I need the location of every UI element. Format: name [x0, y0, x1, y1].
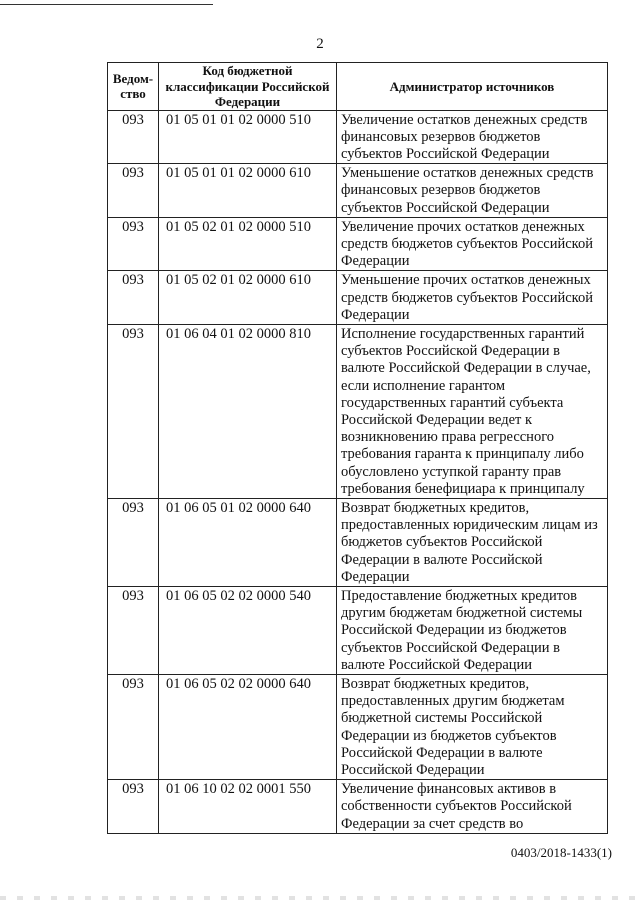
budget-code-cell: 01 06 05 02 02 0000 640 [159, 675, 337, 780]
header-administrator: Администратор источников [337, 63, 608, 111]
budget-code-cell: 01 06 05 01 02 0000 640 [159, 498, 337, 586]
department-cell: 093 [108, 780, 159, 834]
administrator-cell: Возврат бюджетных кредитов, предоставленных юридическим лицам из бюджетов субъектов Российской Федерации в валюте Российской Федерации [337, 498, 608, 586]
table-header-row [108, 63, 608, 111]
department-cell: 093 [108, 586, 159, 674]
table-row [108, 324, 608, 498]
table-row [108, 271, 608, 325]
department-cell: 093 [108, 675, 159, 780]
budget-source-table [107, 62, 608, 834]
budget-code-cell: 01 06 05 02 02 0000 540 [159, 586, 337, 674]
document-id: 0403/2018-1433(1) [510, 845, 612, 860]
table-row [108, 110, 608, 164]
administrator-cell: Возврат бюджетных кредитов, предоставленных другим бюджетам бюджетной системы Российской Федерации из бюджетов субъектов Российской Федерации в валюте Российской Федерации [337, 675, 608, 780]
page-number: 2 [316, 36, 324, 52]
table-row [108, 217, 608, 271]
top-rule [0, 4, 213, 5]
administrator-cell: Увеличение остатков денежных средств финансовых резервов бюджетов субъектов Российской Федерации [337, 110, 608, 164]
administrator-cell: Увеличение финансовых активов в собственности субъектов Российской Федерации за счет средств во [337, 780, 608, 834]
budget-code-cell: 01 05 02 01 02 0000 510 [159, 217, 337, 271]
administrator-cell: Уменьшение прочих остатков денежных средств бюджетов субъектов Российской Федерации [337, 271, 608, 325]
administrator-cell: Предоставление бюджетных кредитов другим бюджетам бюджетной системы Российской Федерации из бюджетов субъектов Российской Федерации в валюте Российской Федерации [337, 586, 608, 674]
header-budget-code: Код бюджетной классификации Российской Федерации [159, 63, 337, 111]
administrator-cell: Уменьшение остатков денежных средств финансовых резервов бюджетов субъектов Российской Федерации [337, 164, 608, 218]
scan-artifact-streak [0, 896, 640, 900]
department-cell: 093 [108, 164, 159, 218]
department-cell: 093 [108, 324, 159, 498]
table-row [108, 675, 608, 780]
department-cell: 093 [108, 110, 159, 164]
department-cell: 093 [108, 498, 159, 586]
budget-code-cell: 01 05 02 01 02 0000 610 [159, 271, 337, 325]
administrator-cell: Исполнение государственных гарантий субъектов Российской Федерации в валюте Российской Федерации в случае, если исполнение гарантом государственных гарантий субъекта Российской Федерации ведет к возникновению права регрессного требования гаранта к принципалу либо обусловлено уступкой гаранту прав требования бенефициара к принципалу [337, 324, 608, 498]
department-cell: 093 [108, 217, 159, 271]
budget-code-cell: 01 05 01 01 02 0000 510 [159, 110, 337, 164]
department-cell: 093 [108, 271, 159, 325]
header-department: Ведом-ство [108, 63, 159, 111]
table-row [108, 586, 608, 674]
table-row [108, 164, 608, 218]
table-row [108, 780, 608, 834]
budget-code-cell: 01 05 01 01 02 0000 610 [159, 164, 337, 218]
administrator-cell: Увеличение прочих остатков денежных средств бюджетов субъектов Российской Федерации [337, 217, 608, 271]
table-row [108, 498, 608, 586]
budget-code-cell: 01 06 04 01 02 0000 810 [159, 324, 337, 498]
budget-code-cell: 01 06 10 02 02 0001 550 [159, 780, 337, 834]
